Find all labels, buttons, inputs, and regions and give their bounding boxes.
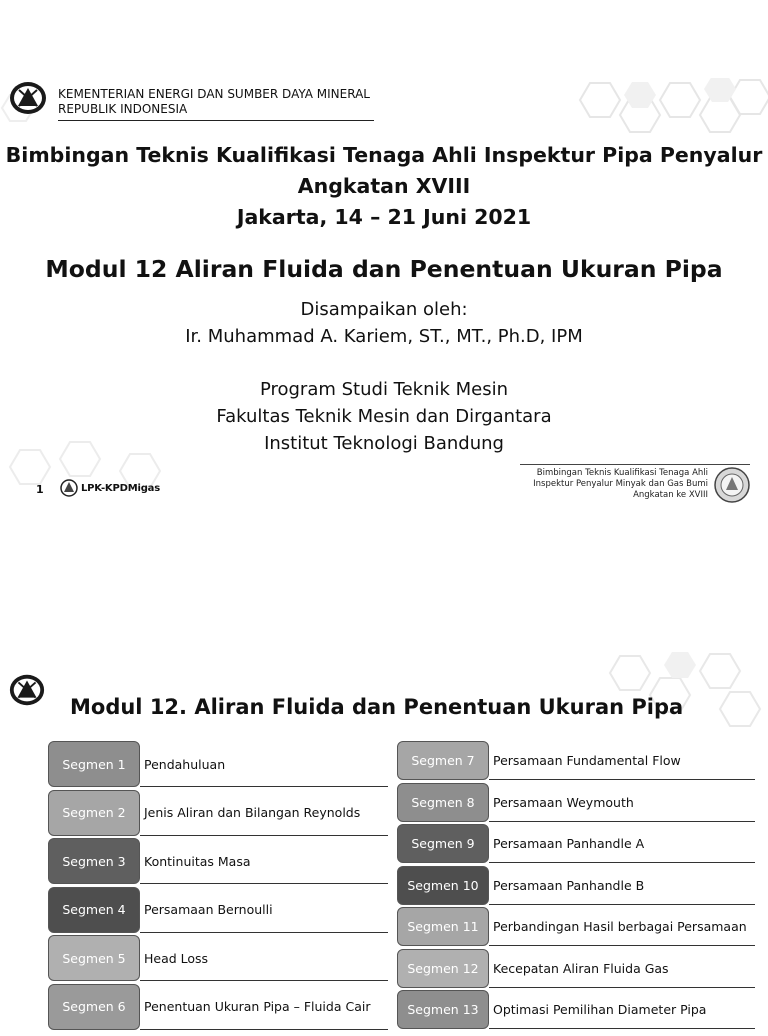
ministry-divider [58,120,374,121]
segment-description: Kecepatan Aliran Fluida Gas [493,960,669,976]
segment-description: Persamaan Panhandle A [493,836,645,851]
segment-label: Segmen 1 [48,741,140,787]
segment-row [48,935,388,981]
segment-label: Segmen 8 [397,783,489,822]
segment-label: Segmen 4 [48,887,140,933]
module-title: Modul 12 Aliran Fluida dan Penentuan Ukuran Pipa [45,255,723,283]
segment-description: Persamaan Panhandle B [493,877,645,893]
ministry-line-2: REPUBLIK INDONESIA [58,102,188,116]
segment-description: Persamaan Fundamental Flow [493,753,681,768]
presenter-block [0,296,768,350]
segment-row [397,824,755,870]
segment-underline [489,987,755,988]
segment-row [48,790,388,836]
segment-underline [140,786,388,787]
training-title [0,140,768,233]
segment-underline [140,883,388,884]
lpk-emblem-icon [60,479,78,497]
segment-row [397,907,755,953]
segment-description: Pendahuluan [144,756,226,772]
agenda-title: Modul 12. Aliran Fluida dan Penentuan Ukuran Pipa [70,695,684,719]
segment-row [397,741,755,787]
segment-description: Persamaan Bernoulli [144,902,273,917]
segment-label: Segmen 7 [397,741,489,780]
training-seal-icon [713,466,751,504]
segment-row [48,741,388,787]
presenter-name: Ir. Muhammad A. Kariem, ST., MT., Ph.D, IPM [185,326,583,347]
segment-underline [140,1029,388,1030]
segment-label: Segmen 13 [397,990,489,1029]
lpk-logo [60,479,160,497]
ministry-logo-icon [8,672,46,708]
presenter-label: Disampaikan oleh: [300,299,468,320]
ministry-logo-icon [8,80,48,116]
footer-divider [520,464,750,465]
segment-underline [140,932,388,933]
ministry-line-1: KEMENTERIAN ENERGI DAN SUMBER DAYA MINERAL [58,87,370,101]
segment-description: Penentuan Ukuran Pipa – Fluida Cair [144,999,371,1014]
segment-row [397,990,755,1036]
segment-description: Jenis Aliran dan Bilangan Reynolds [144,805,361,820]
ministry-name [58,87,370,117]
segment-label: Segmen 3 [48,838,140,884]
training-title-line-3: Jakarta, 14 – 21 Juni 2021 [236,205,532,229]
institution-line-3: Institut Teknologi Bandung [264,433,504,454]
segment-description: Kontinuitas Masa [144,853,251,869]
segment-label: Segmen 9 [397,824,489,863]
hexagon-pattern-decoration-top [580,648,768,738]
segment-underline [489,1028,755,1029]
segment-label: Segmen 2 [48,790,140,836]
segment-underline [140,835,388,836]
training-title-line-2: Angkatan XVIII [297,174,471,198]
segment-description: Persamaan Weymouth [493,794,634,810]
segment-description: Optimasi Pemilihan Diameter Pipa [493,1002,707,1017]
institution-line-1: Program Studi Teknik Mesin [259,379,509,400]
segment-label: Segmen 10 [397,866,489,905]
footer-line-2: Inspektur Penyalur Minyak dan Gas Bumi [533,479,708,489]
segment-row [48,984,388,1030]
segment-underline [489,821,755,822]
segment-underline [489,862,755,863]
segment-label: Segmen 11 [397,907,489,946]
footer-line-1: Bimbingan Teknis Kualifikasi Tenaga Ahli [536,468,708,478]
segment-underline [489,904,755,905]
segment-description: Perbandingan Hasil berbagai Persamaan [493,919,747,934]
segment-label: Segmen 6 [48,984,140,1030]
segment-underline [489,779,755,780]
segment-row [397,949,755,995]
lpk-label: LPK-KPDMigas [81,482,160,494]
training-title-line-1: Bimbingan Teknis Kualifikasi Tenaga Ahli Inspektur Pipa Penyalur [5,143,763,167]
segment-row [397,866,755,912]
segment-row [48,838,388,884]
segment-row [397,783,755,829]
segment-label: Segmen 5 [48,935,140,981]
footer-text [500,468,708,501]
hexagon-pattern-decoration [560,78,768,148]
slide-number: 1 [36,483,44,496]
institution-line-2: Fakultas Teknik Mesin dan Dirgantara [216,406,552,427]
segment-label: Segmen 12 [397,949,489,988]
segment-underline [140,980,388,981]
footer-line-3: Angkatan ke XVIII [633,490,708,500]
segment-row [48,887,388,933]
segment-description: Head Loss [144,950,209,966]
segment-underline [489,945,755,946]
